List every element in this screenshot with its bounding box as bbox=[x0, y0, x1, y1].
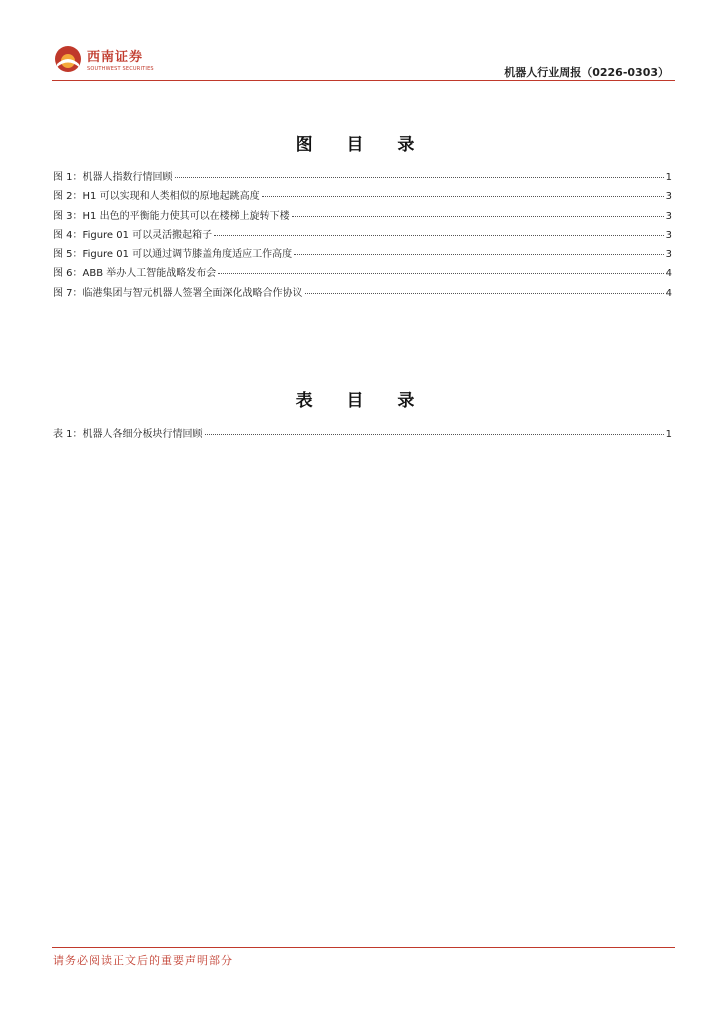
toc-dot-leader bbox=[205, 434, 664, 435]
toc-entry-page[interactable]: 3 bbox=[665, 229, 672, 241]
footer-disclaimer: 请务必阅读正文后的重要声明部分 bbox=[53, 954, 233, 967]
toc-entry[interactable] bbox=[53, 284, 672, 303]
logo-chinese-name: 西南证券 bbox=[87, 50, 144, 65]
toc-entry-label[interactable]: 表 1：机器人各细分板块行情回顾 bbox=[53, 429, 203, 440]
toc-entry[interactable] bbox=[53, 264, 672, 283]
toc-entry-label[interactable]: 图 3：H1 出色的平衡能力使其可以在楼梯上旋转下楼 bbox=[53, 210, 290, 222]
toc-entry[interactable] bbox=[53, 226, 672, 245]
toc-entry-page[interactable]: 4 bbox=[665, 268, 672, 280]
page-header bbox=[52, 40, 675, 81]
toc-dot-leader bbox=[305, 293, 664, 294]
sun-logo-icon bbox=[54, 45, 82, 73]
toc-dot-leader bbox=[175, 177, 664, 178]
toc-entry-label[interactable]: 图 5：Figure 01 可以通过调节膝盖角度适应工作高度 bbox=[53, 249, 293, 261]
toc-entry-page[interactable]: 3 bbox=[665, 249, 672, 261]
toc-entry-label[interactable]: 图 1：机器人指数行情回顾 bbox=[53, 172, 173, 183]
toc-entry[interactable] bbox=[53, 207, 672, 226]
toc-entry-label[interactable]: 图 4：Figure 01 可以灵活搬起箱子 bbox=[53, 229, 213, 241]
table-toc-list bbox=[53, 425, 672, 444]
toc-entry[interactable] bbox=[53, 187, 672, 206]
toc-entry-label[interactable]: 图 7：临港集团与智元机器人签署全面深化战略合作协议 bbox=[53, 287, 303, 299]
footer-divider bbox=[52, 947, 675, 948]
company-logo bbox=[54, 43, 164, 77]
toc-entry-page[interactable]: 1 bbox=[665, 429, 672, 440]
toc-dot-leader bbox=[294, 254, 663, 255]
toc-entry-page[interactable]: 1 bbox=[665, 172, 672, 183]
toc-entry-page[interactable]: 4 bbox=[665, 287, 672, 299]
toc-dot-leader bbox=[262, 196, 664, 197]
figure-toc-title: 图 目 录 bbox=[295, 135, 429, 155]
toc-entry-label[interactable]: 图 2：H1 可以实现和人类相似的原地起跳高度 bbox=[53, 191, 260, 203]
toc-dot-leader bbox=[214, 235, 663, 236]
toc-entry[interactable] bbox=[53, 168, 672, 187]
toc-entry-page[interactable]: 3 bbox=[665, 191, 672, 203]
logo-english-name: SOUTHWEST SECURITIES bbox=[87, 66, 154, 72]
report-title: 机器人行业周报（0226-0303） bbox=[504, 66, 669, 79]
toc-dot-leader bbox=[292, 216, 664, 217]
toc-entry[interactable] bbox=[53, 425, 672, 444]
toc-dot-leader bbox=[218, 273, 663, 274]
toc-entry-label[interactable]: 图 6：ABB 举办人工智能战略发布会 bbox=[53, 268, 217, 280]
table-toc-title: 表 目 录 bbox=[295, 391, 429, 411]
figure-toc-list bbox=[53, 168, 672, 303]
toc-entry-page[interactable]: 3 bbox=[665, 210, 672, 222]
toc-entry[interactable] bbox=[53, 245, 672, 264]
